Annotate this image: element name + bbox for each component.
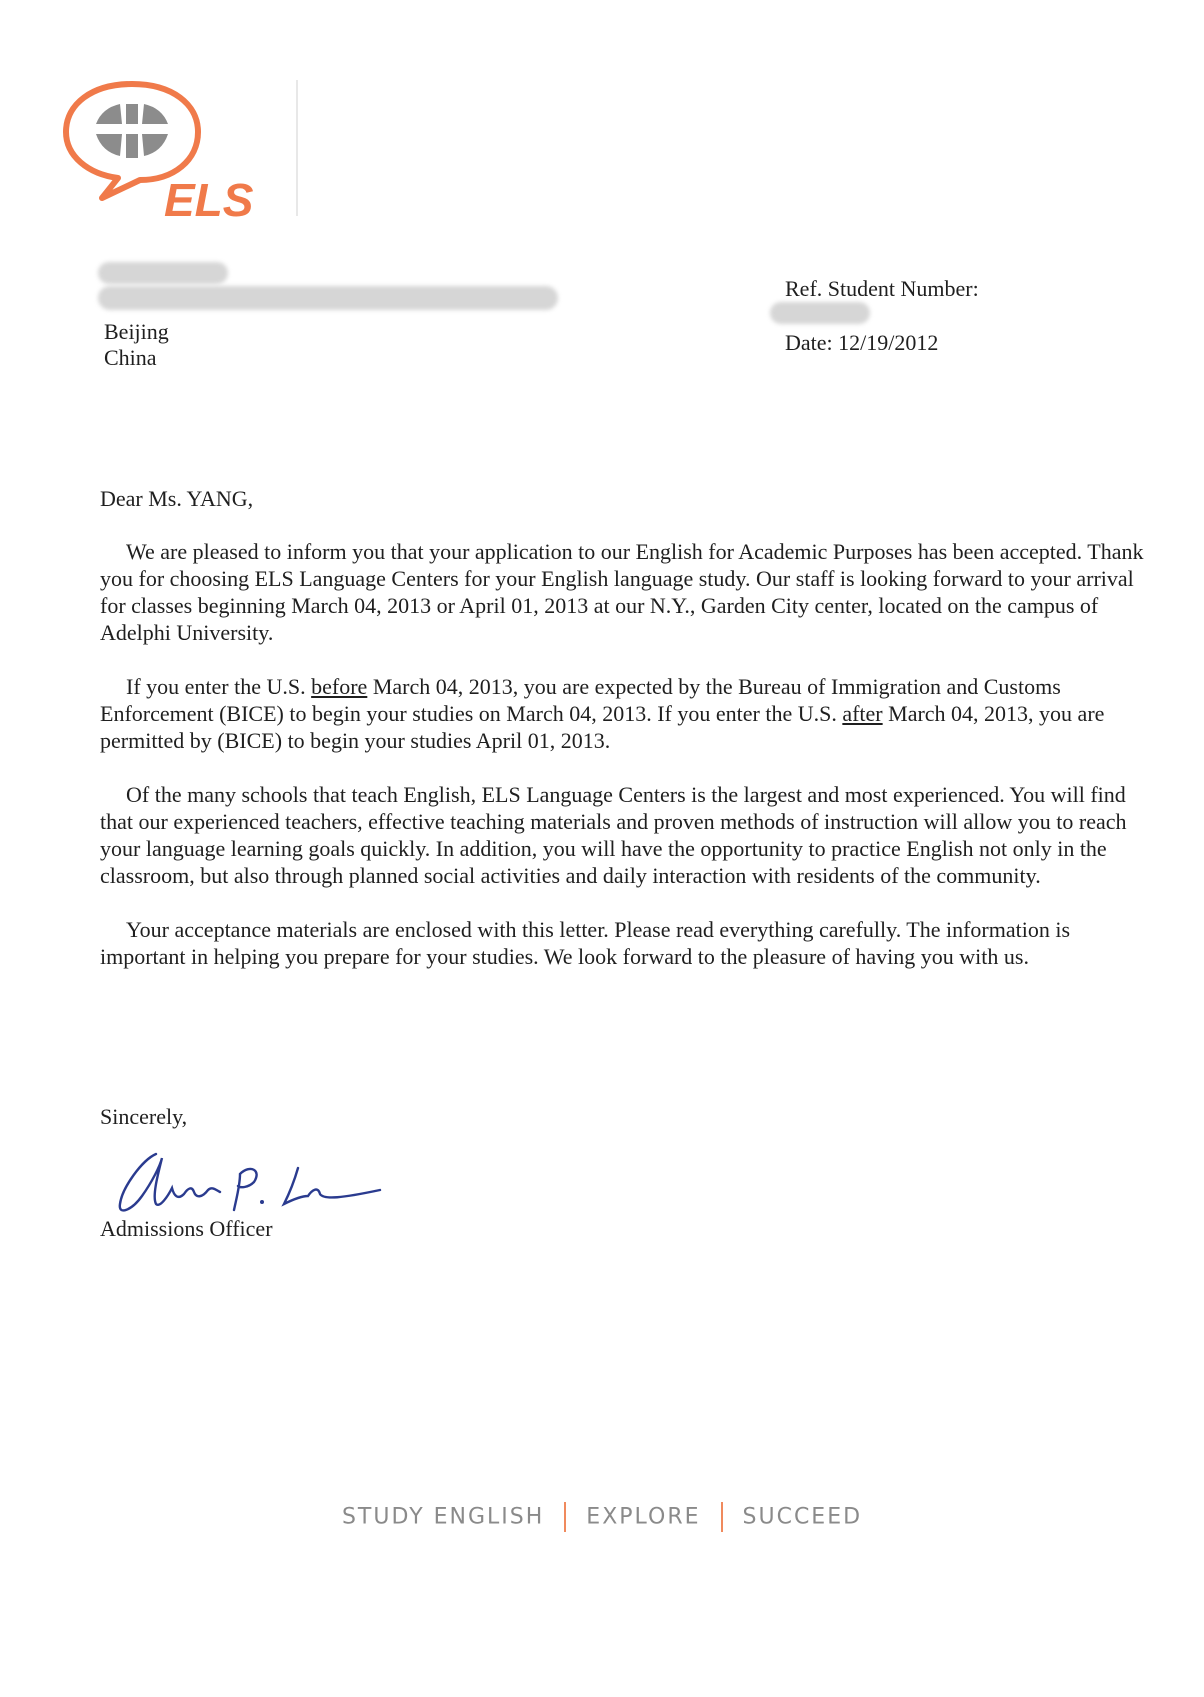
salutation: Dear Ms. YANG, xyxy=(100,486,254,511)
letter-body xyxy=(100,538,1156,997)
signer-title: Admissions Officer xyxy=(100,1216,273,1241)
paragraph-materials: Your acceptance materials are enclosed with this letter. Please read everything carefully. The information is important in helping you prepare for your studies. We look forward to the pleasure of having you with us. xyxy=(100,917,1071,969)
paragraph-arrival-dates xyxy=(100,673,1156,754)
tagline-succeed: SUCCEED xyxy=(742,1504,863,1530)
p2-part-c: March 04, 2013, you are permitted by (BICE) to begin your studies April 01, 2013. xyxy=(100,701,1105,753)
recipient-address xyxy=(104,318,169,370)
p2-before-underlined: before xyxy=(311,674,368,699)
recipient-country: China xyxy=(104,345,157,370)
recipient-city: Beijing xyxy=(104,319,169,344)
els-logo xyxy=(62,74,272,222)
date-label: Date: xyxy=(785,330,833,355)
date-value: 12/19/2012 xyxy=(838,330,939,355)
redacted-address-line-2 xyxy=(98,286,558,310)
closing: Sincerely, xyxy=(100,1104,188,1129)
redacted-student-number xyxy=(770,302,870,324)
paragraph-acceptance: We are pleased to inform you that your application to our English for Academic Purposes has been accepted. Thank you for choosing ELS Language Centers for your English language study. Our staff is looking forward to your arrival for classes beginning March 04, 2013 or April 01, 2013 at our N.Y., Garden City center, located on the campus of Adelphi University. xyxy=(100,539,1144,645)
tagline-study-english: STUDY ENGLISH xyxy=(341,1504,545,1530)
ref-student-number-label: Ref. Student Number: xyxy=(785,276,979,301)
tagline-explore: EXPLORE xyxy=(586,1504,701,1530)
globe-speech-bubble-icon xyxy=(62,74,272,222)
letter-date xyxy=(785,330,938,356)
letterhead-divider xyxy=(296,80,298,216)
p2-after-underlined: after xyxy=(842,701,883,726)
tagline-separator xyxy=(564,1502,566,1532)
redacted-address-line-1 xyxy=(98,262,228,284)
footer-tagline xyxy=(0,1502,1204,1532)
p2-part-b: March 04, 2013, you are expected by the Bureau of Immigration and Customs Enforcement (BICE) to begin your studies on March 04, 2013. If you enter the U.S. xyxy=(100,674,1061,726)
els-wordmark: ELS xyxy=(164,174,254,222)
tagline-separator xyxy=(721,1502,723,1532)
paragraph-school-info: Of the many schools that teach English, ELS Language Centers is the largest and most experienced. You will find that our experienced teachers, effective teaching materials and proven methods of instruction will allow you to reach your language learning goals quickly. In addition, you will have the opportunity to practice English not only in the classroom, but also through planned social activities and daily interaction with residents of the community. xyxy=(100,782,1127,888)
p2-part-a: If you enter the U.S. xyxy=(126,674,312,699)
handwritten-signature xyxy=(112,1140,412,1220)
